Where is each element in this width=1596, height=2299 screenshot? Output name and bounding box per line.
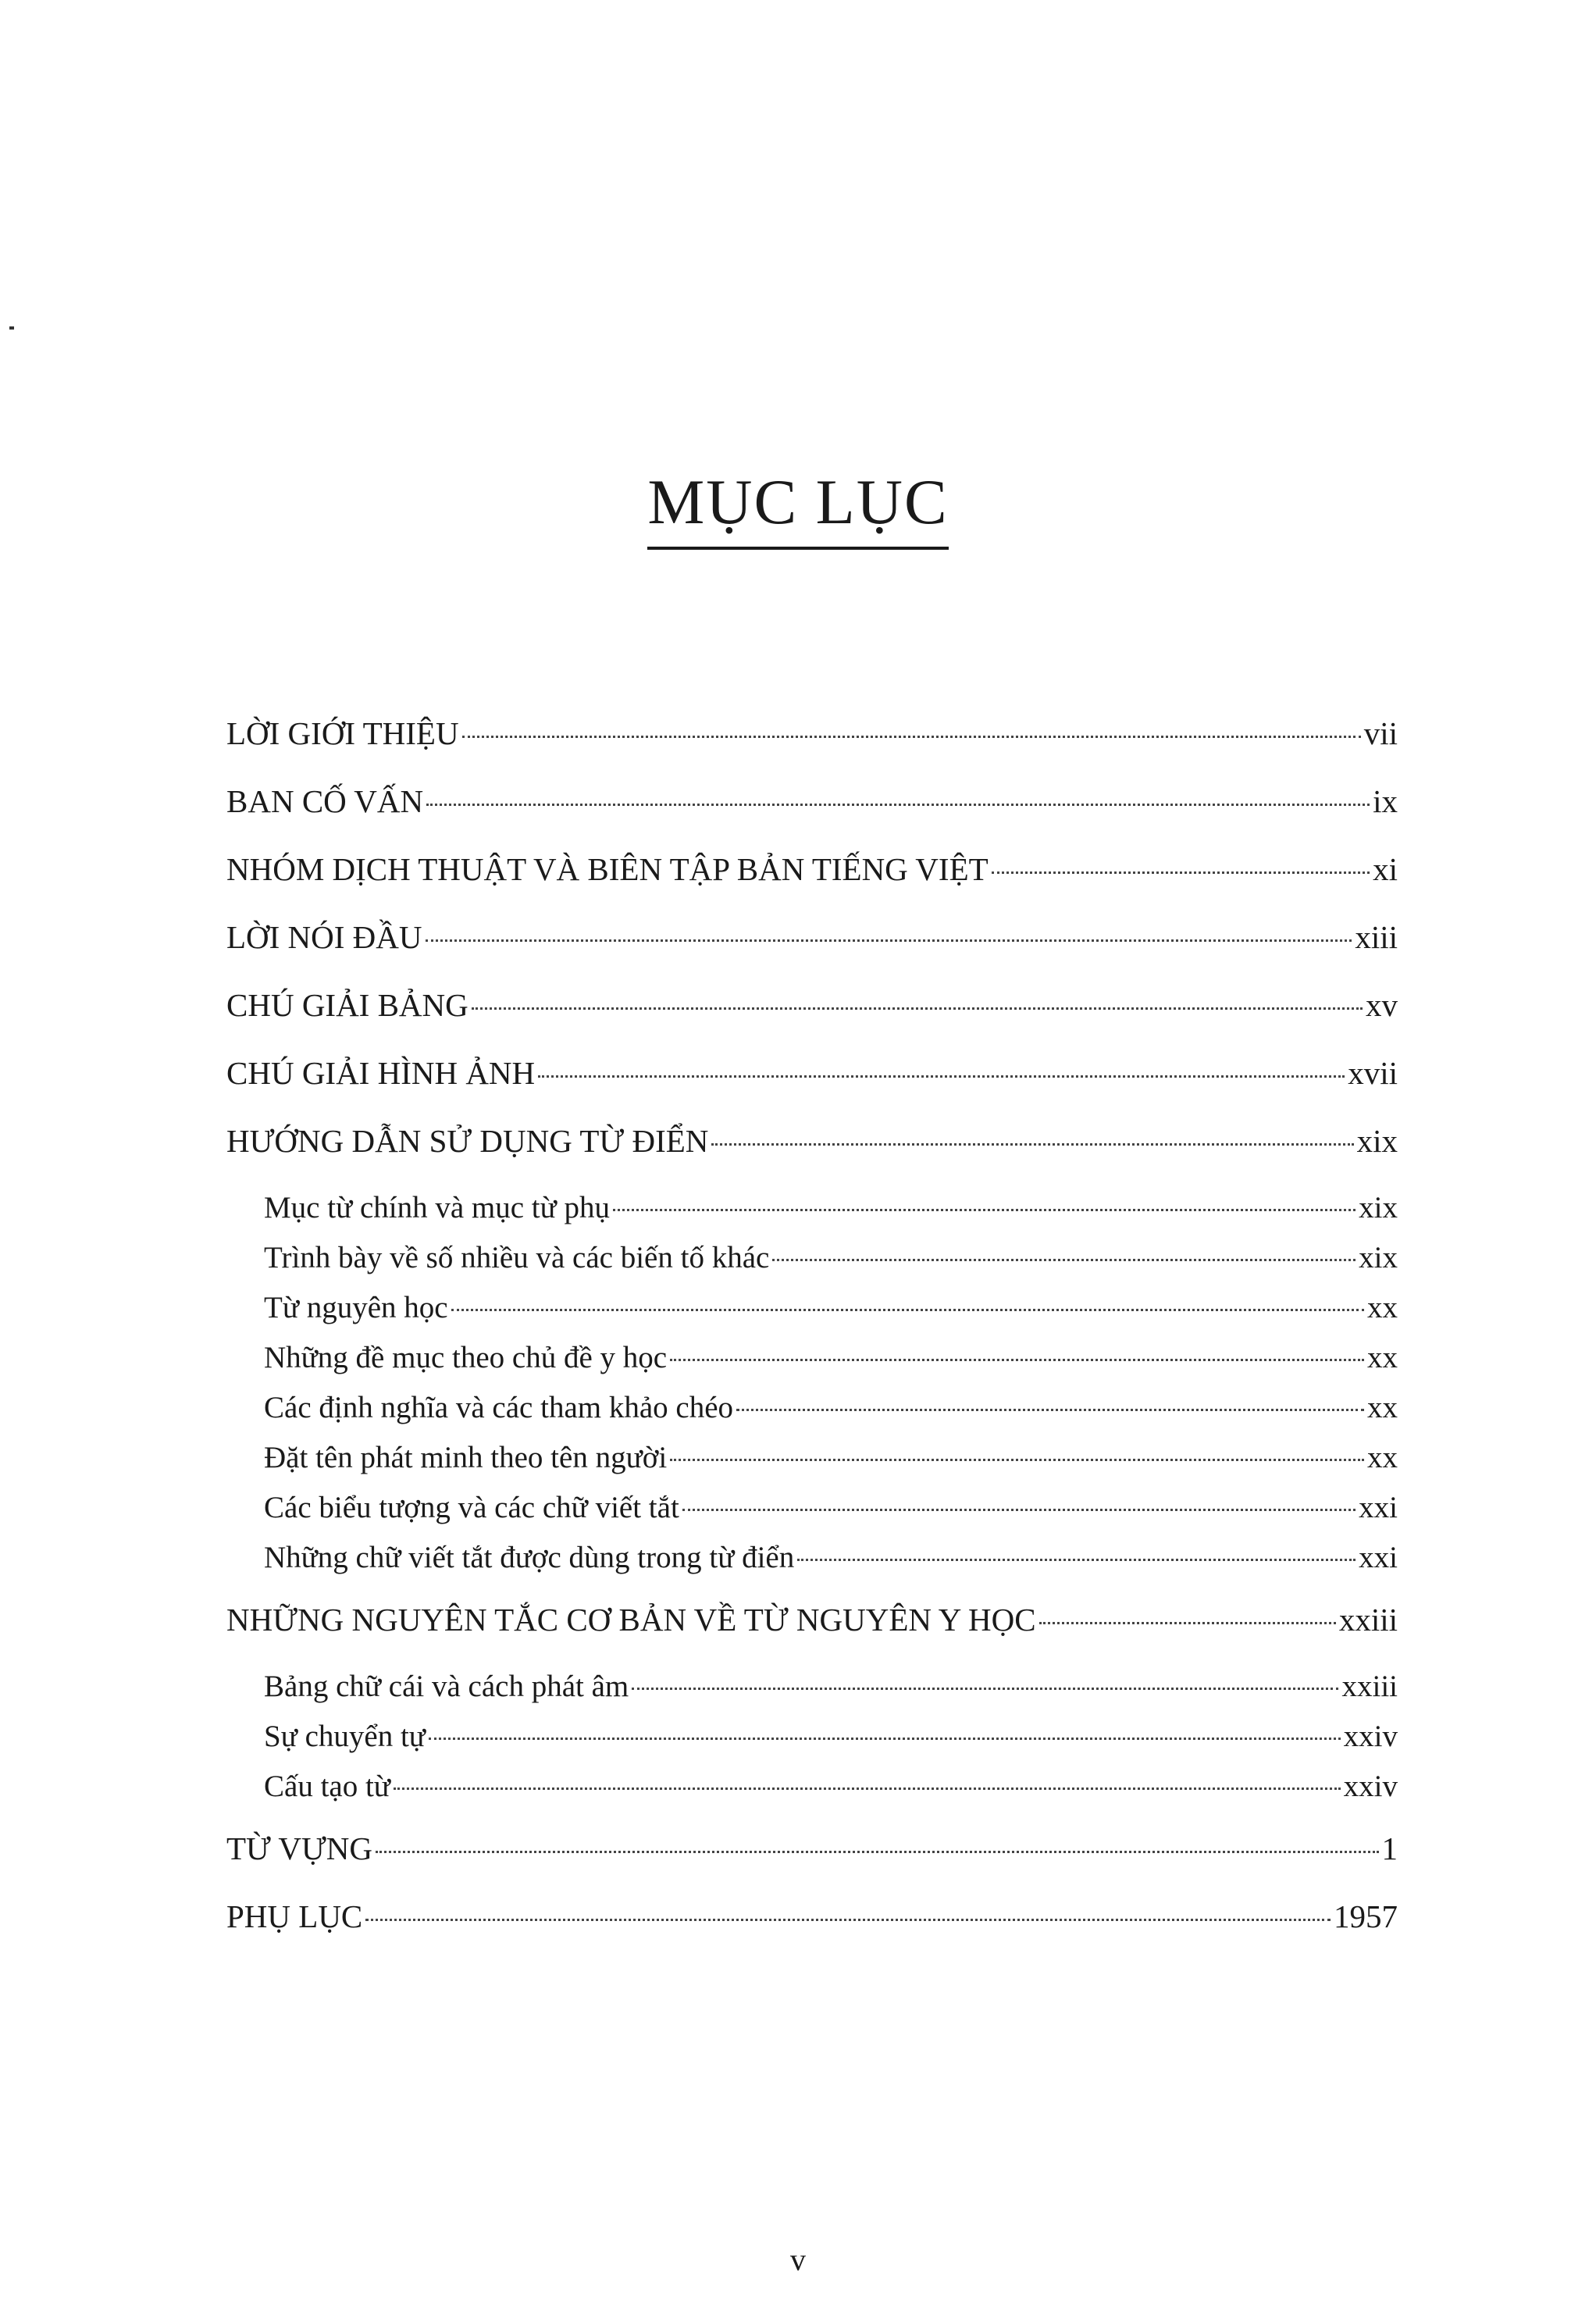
- toc-entry[interactable]: [226, 715, 1398, 782]
- toc-entry-label: Đặt tên phát minh theo tên người: [264, 1441, 668, 1474]
- toc-entry-page-number: xi: [1373, 851, 1398, 887]
- toc-entry-label: Cấu tạo từ: [264, 1770, 390, 1803]
- toc-entry-page-number: xxi: [1359, 1491, 1398, 1524]
- toc-entry[interactable]: [226, 1490, 1398, 1540]
- page-title: MỤC LỤC: [647, 469, 948, 550]
- dot-leader: [682, 1509, 1356, 1511]
- toc-entry-label: Từ nguyên học: [264, 1291, 448, 1324]
- dot-leader: [670, 1459, 1364, 1461]
- toc-entry-label: Sự chuyển tự: [264, 1720, 426, 1753]
- toc-entry-page-number: xx: [1367, 1341, 1398, 1374]
- toc-entry-page-number: xxiv: [1343, 1720, 1398, 1753]
- toc-entry-label: LỜI NÓI ĐẦU: [226, 919, 422, 955]
- dot-leader: [462, 736, 1361, 738]
- toc-entry-page-number: vii: [1363, 715, 1398, 751]
- toc-entry[interactable]: [226, 1719, 1398, 1769]
- dot-leader: [736, 1409, 1364, 1411]
- toc-entry-label: LỜI GIỚI THIỆU: [226, 715, 459, 751]
- toc-entry-page-number: xv: [1366, 987, 1398, 1023]
- toc-entry-page-number: xix: [1359, 1241, 1398, 1274]
- dot-leader: [376, 1851, 1378, 1853]
- toc-entry[interactable]: [226, 1540, 1398, 1590]
- toc-entry-label: TỪ VỰNG: [226, 1830, 373, 1866]
- toc-entry-label: Các định nghĩa và các tham khảo chéo: [264, 1391, 734, 1424]
- toc-entry[interactable]: [226, 1830, 1398, 1898]
- toc-entry-label: CHÚ GIẢI BẢNG: [226, 987, 468, 1023]
- toc-entry[interactable]: [226, 782, 1398, 850]
- dot-leader: [632, 1688, 1338, 1690]
- dot-leader: [451, 1309, 1364, 1311]
- toc-entry-page-number: ix: [1373, 783, 1398, 819]
- dot-leader: [394, 1788, 1341, 1790]
- toc-entry[interactable]: [226, 1054, 1398, 1122]
- dot-leader: [711, 1143, 1353, 1146]
- toc-entry[interactable]: [226, 1601, 1398, 1669]
- toc-entry-page-number: 1: [1381, 1830, 1398, 1866]
- toc-entry-page-number: xxiii: [1338, 1602, 1398, 1638]
- toc-entry-label: NHÓM DỊCH THUẬT VÀ BIÊN TẬP BẢN TIẾNG VIỆT: [226, 851, 989, 887]
- toc-entry[interactable]: [226, 918, 1398, 986]
- toc-entry-page-number: 1957: [1334, 1898, 1398, 1934]
- toc-entry[interactable]: [226, 1340, 1398, 1390]
- toc-entry-page-number: xix: [1356, 1123, 1398, 1159]
- dot-leader: [429, 1738, 1341, 1740]
- toc-entry[interactable]: [226, 1122, 1398, 1190]
- dot-leader: [992, 871, 1370, 874]
- dot-leader: [472, 1007, 1363, 1010]
- toc-entry[interactable]: [226, 1390, 1398, 1440]
- toc-entry[interactable]: [226, 1769, 1398, 1819]
- toc-entry[interactable]: [226, 1440, 1398, 1490]
- dot-leader: [1039, 1622, 1336, 1624]
- title-wrapper: [0, 466, 1596, 550]
- toc-entry-label: Những đề mục theo chủ đề y học: [264, 1341, 668, 1374]
- toc-entry[interactable]: [226, 1898, 1398, 1966]
- dot-leader: [538, 1075, 1345, 1078]
- toc-entry-label: Bảng chữ cái và cách phát âm: [264, 1670, 629, 1703]
- dot-leader: [426, 939, 1352, 942]
- dot-leader: [426, 804, 1370, 806]
- toc-entry-label: PHỤ LỤC: [226, 1898, 363, 1934]
- toc-entry[interactable]: [226, 1290, 1398, 1340]
- toc-entry-page-number: xvii: [1348, 1055, 1398, 1091]
- toc-entry[interactable]: [226, 1669, 1398, 1719]
- page-number-footer: v: [790, 2242, 806, 2277]
- toc-entry[interactable]: [226, 1240, 1398, 1290]
- toc-entry-page-number: xix: [1359, 1191, 1398, 1224]
- toc-entry-page-number: xiii: [1355, 919, 1398, 955]
- toc-entry[interactable]: [226, 1190, 1398, 1240]
- toc-entry-label: Trình bày về số nhiều và các biến tố khác: [264, 1241, 770, 1274]
- toc-entry-page-number: xxi: [1359, 1541, 1398, 1574]
- toc-entry-page-number: xx: [1367, 1441, 1398, 1474]
- toc-entry-label: Mục từ chính và mục từ phụ: [264, 1191, 611, 1224]
- toc-entry-page-number: xx: [1367, 1391, 1398, 1424]
- toc-entry-label: HƯỚNG DẪN SỬ DỤNG TỪ ĐIỂN: [226, 1123, 709, 1159]
- toc-entry-page-number: xx: [1367, 1291, 1398, 1324]
- toc-entry-label: Các biểu tượng và các chữ viết tắt: [264, 1491, 679, 1524]
- dot-leader: [613, 1209, 1356, 1211]
- toc-entry[interactable]: [226, 986, 1398, 1054]
- scan-speck: [9, 326, 14, 330]
- dot-leader: [772, 1259, 1356, 1261]
- toc-entry-page-number: xxiii: [1341, 1670, 1398, 1703]
- toc-entry-label: Những chữ viết tắt được dùng trong từ điển: [264, 1541, 795, 1574]
- toc-entry-label: NHỮNG NGUYÊN TẮC CƠ BẢN VỀ TỪ NGUYÊN Y HỌC: [226, 1602, 1036, 1638]
- toc-entry-label: BAN CỐ VẤN: [226, 783, 424, 819]
- dot-leader: [365, 1919, 1331, 1921]
- dot-leader: [670, 1359, 1364, 1361]
- toc-entry[interactable]: [226, 850, 1398, 918]
- table-of-contents: [226, 715, 1398, 1966]
- toc-entry-page-number: xxiv: [1343, 1770, 1398, 1803]
- dot-leader: [797, 1559, 1356, 1561]
- toc-entry-label: CHÚ GIẢI HÌNH ẢNH: [226, 1055, 536, 1091]
